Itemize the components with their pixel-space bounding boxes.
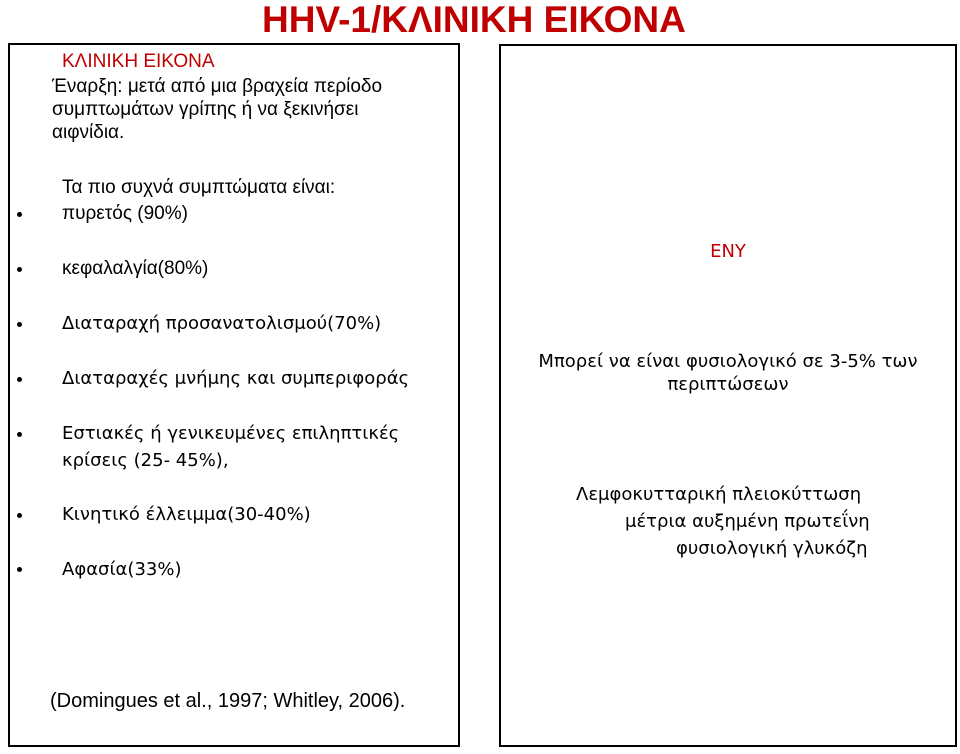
csf-finding-lymphocytic-pleocytosis: Λεμφοκυτταρική πλειοκύττωση bbox=[576, 484, 862, 505]
bullet-icon bbox=[17, 377, 22, 382]
symptom-fever: πυρετός (90%) bbox=[62, 203, 188, 224]
bullet-icon bbox=[17, 432, 22, 437]
symptom-seizures-line-2: κρίσεις (25- 45%), bbox=[62, 450, 229, 471]
bullet-icon bbox=[17, 513, 22, 518]
onset-line-1: Έναρξη: μετά από μια βραχεία περίοδο bbox=[52, 76, 383, 97]
bullet-icon bbox=[17, 567, 22, 572]
reference-citation: (Domingues et al., 1997; Whitley, 2006). bbox=[50, 690, 406, 712]
csf-finding-normal-line-1: Μπορεί να είναι φυσιολογικό σε 3-5% των bbox=[538, 351, 918, 372]
symptom-motor-deficit: Κινητικό έλλειμμα(30-40%) bbox=[62, 504, 311, 525]
clinical-picture-panel bbox=[8, 43, 460, 747]
bullet-icon bbox=[17, 267, 22, 272]
csf-finding-normal-line-2: περιπτώσεων bbox=[667, 374, 789, 395]
bullet-icon bbox=[17, 322, 22, 327]
csf-heading: ΕΝΥ bbox=[710, 241, 746, 262]
slide-title: HHV-1/ΚΛΙΝΙΚΗ ΕΙΚΟΝΑ bbox=[262, 0, 686, 40]
csf-finding-protein: μέτρια αυξημένη πρωτεΐνη bbox=[625, 511, 870, 532]
onset-line-3: αιφνίδια. bbox=[52, 122, 125, 143]
symptoms-intro: Τα πιο συχνά συμπτώματα είναι: bbox=[62, 177, 336, 198]
symptom-memory-behavior: Διαταραχές μνήμης και συμπεριφοράς bbox=[62, 368, 410, 389]
onset-line-2: συμπτωμάτων γρίπης ή να ξεκινήσει bbox=[52, 99, 359, 120]
symptom-aphasia: Αφασία(33%) bbox=[62, 559, 182, 580]
symptom-headache: κεφαλαλγία(80%) bbox=[62, 258, 209, 279]
csf-finding-glucose: φυσιολογική γλυκόζη bbox=[676, 538, 868, 559]
bullet-icon bbox=[17, 212, 22, 217]
symptom-disorientation: Διαταραχή προσανατολισμού(70%) bbox=[62, 313, 382, 334]
clinical-picture-heading: ΚΛΙΝΙΚΗ ΕΙΚΟΝΑ bbox=[62, 51, 215, 72]
symptom-seizures-line-1: Εστιακές ή γενικευμένες επιληπτικές bbox=[62, 423, 400, 444]
